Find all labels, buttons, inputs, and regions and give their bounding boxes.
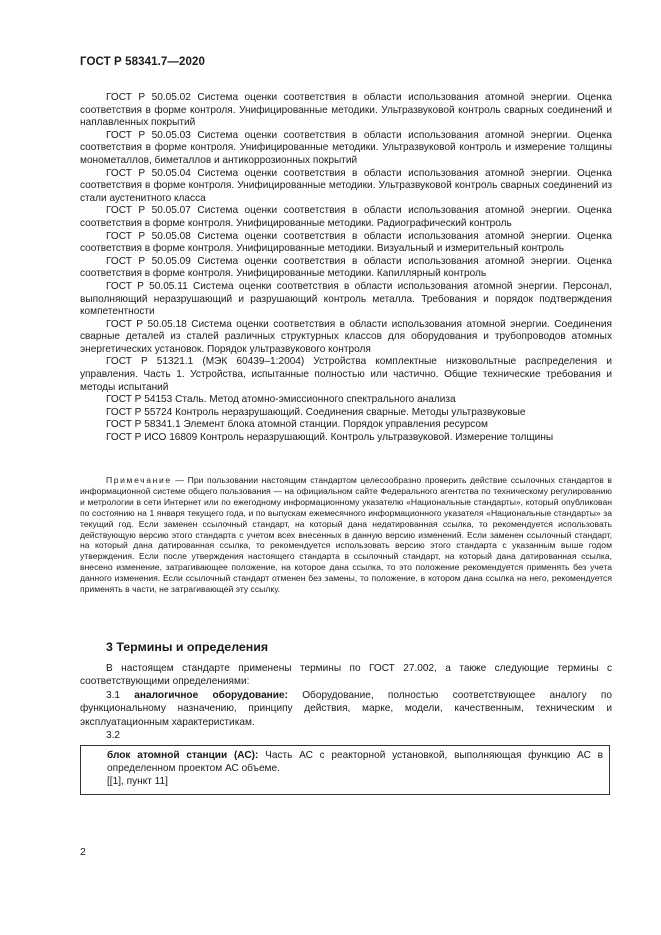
reference-item: ГОСТ Р 51321.1 (МЭК 60439–1:2004) Устройства комплектные низковольтные распределения и управления. Часть 1. Устройства, испытанные полностью или частично. Общие технические требования и методы испытаний — [80, 356, 612, 393]
term-number-3-2: 3.2 — [106, 730, 121, 742]
reference-item: ГОСТ Р 50.05.18 Система оценки соответствия в области использования атомной энергии. Соединения сварные деталей из сталей различных структурных классов для оборудования и трубопроводов атомных энергетических установок. Порядок ультразвукового контроля — [80, 318, 612, 355]
reference-item: ГОСТ Р 54153 Сталь. Метод атомно-эмиссионного спектрального анализа — [106, 394, 456, 406]
document-code-header: ГОСТ Р 58341.7—2020 — [80, 56, 205, 68]
term-entry-3-1 — [80, 689, 612, 729]
term-definition: Оборудование, полностью соответствующее аналогу по функциональному назначению, принципу действия, марке, модели, качественным, техническим и эксплуатационным характеристикам. — [80, 689, 612, 728]
note-text: — При пользовании настоящим стандартом целесообразно проверить действие ссылочных стандартов в информационной системе общего пользования — на официальном сайте Федерального агентства по техническому регулированию и метрологии в сети Интернет или по ежегодному информационному указателю «Национальные стандарты», который опубликован по состоянию на 1 января текущего года, и по выпускам ежемесячного информационного указателя «Национальные стандарты» за текущий год. Если заменен ссылочный стандарт, на который дана недатированная ссылка, то рекомендуется использовать действующую версию этого стандарта с учетом всех внесенных в данную версию изменений. Если заменен ссылочный стандарт, на который дана датированная ссылка, то рекомендуется использовать версию этого стандарта с указанным выше годом утверждения. Если после утверждения настоящего стандарта в ссылочный стандарт, на который дана датированная ссылка, внесено изменение, затрагивающее положение, на которое дана ссылка, то это положение рекомендуется применять без учета данного изменения. Если ссылочный стандарт отменен без замены, то положение, в котором дана ссылка на него, рекомендуется применять в части, не затрагивающей эту ссылку. — [80, 475, 612, 595]
term-number: 3.1 — [106, 689, 121, 701]
term-box-3-2 — [80, 745, 610, 795]
page-number: 2 — [80, 846, 86, 858]
reference-item: ГОСТ Р 58341.1 Элемент блока атомной станции. Порядок управления ресурсом — [106, 419, 488, 431]
term-name: аналогичное оборудование: — [134, 689, 288, 701]
term-name: блок атомной станции (АС): — [107, 750, 259, 761]
reference-item: ГОСТ Р 50.05.08 Система оценки соответствия в области использования атомной энергии. Оценка соответствия в форме контроля. Унифицированные методики. Визуальный и измерительный контроль — [80, 230, 612, 255]
reference-item: ГОСТ Р 50.05.11 Система оценки соответствия в области использования атомной энергии. Персонал, выполняющий неразрушающий и разрушающий контроль металла. Требования и порядок подтверждения компетентности — [80, 280, 612, 318]
reference-item: ГОСТ Р 55724 Контроль неразрушающий. Соединения сварные. Методы ультразвуковые — [106, 406, 526, 418]
term-source: [[1], пункт 11] — [107, 776, 168, 787]
reference-item: ГОСТ Р 50.05.04 Система оценки соответствия в области использования атомной энергии. Оценка соответствия в форме контроля. Унифицированные методики. Ультразвуковой контроль сварных соединений из стали аустенитного класса — [80, 167, 612, 204]
note-paragraph — [80, 475, 612, 595]
normative-references-list — [80, 92, 612, 445]
reference-item: ГОСТ Р 50.05.03 Система оценки соответствия в области использования атомной энергии. Оценка соответствия в форме контроля. Унифицированные методики. Ультразвуковой контроль и измерение толщины монометаллов, биметаллов и антикоррозионных покрытий — [80, 129, 612, 166]
reference-item: ГОСТ Р 50.05.07 Система оценки соответствия в области использования атомной энергии. Оценка соответствия в форме контроля. Унифицированные методики. Радиографический контроль — [80, 205, 612, 229]
reference-item: ГОСТ Р 50.05.02 Система оценки соответствия в области использования атомной энергии. Оценка соответствия в форме контроля. Унифицированные методики. Ультразвуковой контроль сварных соединений и наплавленных покрытий — [80, 92, 612, 129]
section-title: 3 Термины и определения — [106, 640, 269, 654]
terms-body — [80, 662, 612, 742]
section-intro: В настоящем стандарте применены термины по ГОСТ 27.002, а также следующие термины с соответствующими определениями: — [80, 663, 612, 688]
references-note — [80, 475, 612, 595]
term-definition: Часть АС с реакторной установкой, выполняющая функцию АС в определенном проектом АС объеме. — [107, 750, 604, 774]
reference-item: ГОСТ Р 50.05.09 Система оценки соответствия в области использования атомной энергии. Оценка соответствия в форме контроля. Унифицированные методики. Капиллярный контроль — [80, 255, 612, 280]
term-entry-3-2 — [107, 749, 603, 775]
note-label: Примечание — [106, 475, 172, 485]
reference-item: ГОСТ Р ИСО 16809 Контроль неразрушающий. Контроль ультразвуковой. Измерение толщины — [106, 432, 554, 444]
